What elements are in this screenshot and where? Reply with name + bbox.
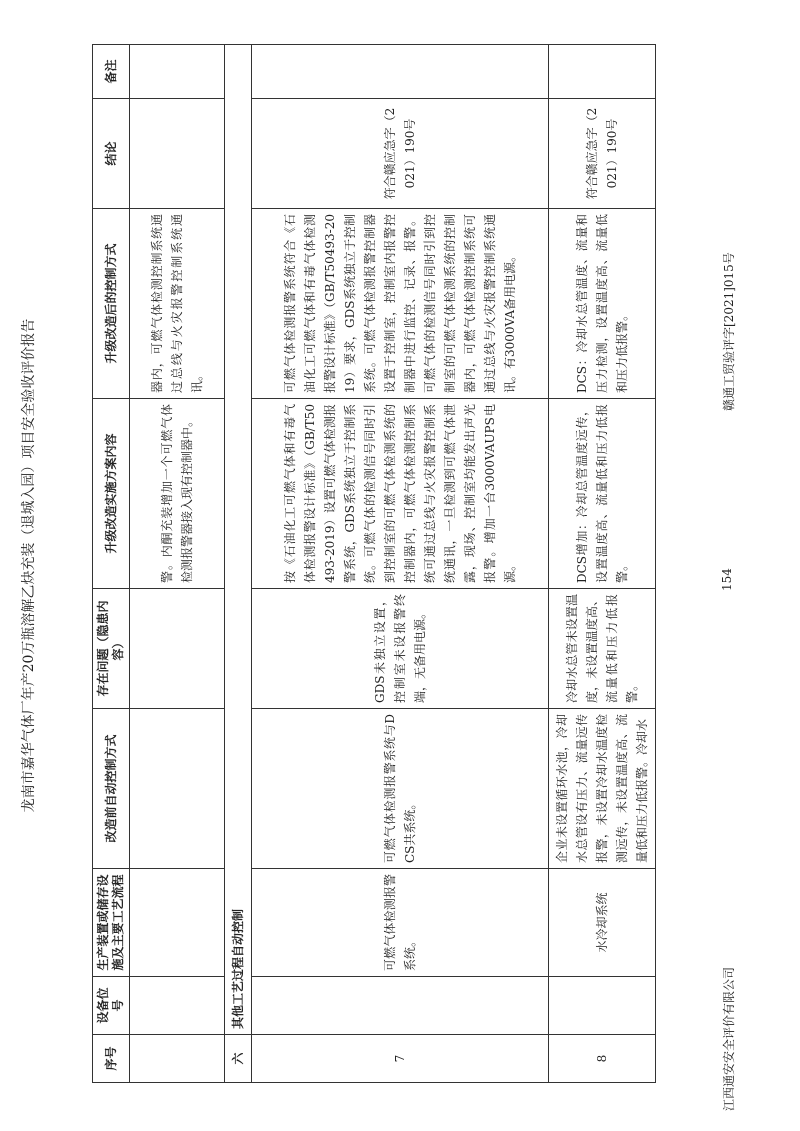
table-row-continuation: [130, 45, 225, 1083]
cell-process: 可燃气体检测报警系统。: [252, 869, 549, 977]
cell-issue: GDS未独立设置，控制室未设报警终端，无备用电源。: [252, 589, 549, 709]
col-header-no: 序号: [93, 1035, 130, 1083]
page-number: 154: [720, 568, 734, 591]
cell-issue: 冷却水总管未设置温度，未设置温度高、流量低和压力低报警。: [549, 589, 656, 709]
cell-conclusion: 符合赣应急字（2021）190号: [252, 99, 549, 209]
col-header-plan: 升级改造实施方案内容: [93, 399, 130, 589]
rectification-table: [92, 44, 656, 1083]
cell-remark: [252, 45, 549, 99]
section-title: 其他工艺过程自动控制: [225, 45, 252, 1035]
col-header-process: 生产装置或储存设施及主要工艺流程: [93, 869, 130, 977]
cell-tag: [252, 977, 549, 1035]
table-header-row: [93, 45, 130, 1083]
col-header-issue: 存在问题（隐患内容）: [93, 589, 130, 709]
section-number: 六: [225, 1035, 252, 1083]
cell-no: 8: [549, 1035, 656, 1083]
col-header-remark: 备注: [93, 45, 130, 99]
table-row: [252, 45, 549, 1083]
report-code: 赣通工贸验评字[2021]015号: [722, 252, 736, 411]
cell-after: 器内，可燃气体检测控制系统通过总线与火灾报警控制系统通讯。: [130, 209, 225, 399]
table-row: [549, 45, 656, 1083]
col-header-tag: 设备位号: [93, 977, 130, 1035]
section-row: [225, 45, 252, 1083]
cell-remark: [549, 45, 656, 99]
cell-conclusion: 符合赣应急字（2021）190号: [549, 99, 656, 209]
cell-after: 可燃气体检测报警系统符合《石油化工可燃气体和有毒气体检测报警设计标准》（GB/T50493-2019）要求，GDS系统独立于控制系统。可燃气体检测报警控制器设置于控制室，控制室内报警控制器中进行监控、记录、报警。可燃气体的检测信号同时引到控制室的可燃气体检测系统的控制器内，可燃气体检测控制系统可通过总线与火灾报警控制系统通讯。有3000VA备用电源。: [252, 209, 549, 399]
cell-plan: DCS增加：冷却总管温度远传，设置温度高、流量低和压力低报警。: [549, 399, 656, 589]
col-header-conclusion: 结论: [93, 99, 130, 209]
page-title: 龙南市嘉华气体厂年产20万瓶溶解乙炔充装（退城入园）项目安全验收评价报告: [21, 318, 37, 813]
cell-plan: 按《石油化工可燃气体和有毒气体检测报警设计标准》（GB/T50493-2019）设置可燃气体检测报警系统，GDS系统独立于控制系统。可燃气体的检测信号同时引到控制室的可燃气体检测系统的控制器内，可燃气体检测控制系统可通过总线与火灾报警控制系统通讯，一旦检测到可燃气体泄露，现场、控制室均能发出声光报警。增加一台3000VAUPS电源。: [252, 399, 549, 589]
cell-process: 水冷却系统: [549, 869, 656, 977]
cell-before: 企业未设置循环水池，冷却水总管设有压力、流量远传报警，未设置冷却水温度检测远传，未设置温度高、流量低和压力低报警。冷却水: [549, 709, 656, 869]
cell-after: DCS：冷却水总管温度、流量和压力检测，设置温度高、流量低和压力低报警。: [549, 209, 656, 399]
footer-company: 江西通安安全评价有限公司: [722, 966, 736, 1111]
cell-tag: [549, 977, 656, 1035]
cell-before: 可燃气体检测报警系统与DCS共系统。: [252, 709, 549, 869]
col-header-after: 升级改造后的控制方式: [93, 209, 130, 399]
cell-no: 7: [252, 1035, 549, 1083]
cell-plan: 警。内酮充装增加一个可燃气体检测报警器接入现有控制器中。: [130, 399, 225, 589]
col-header-before: 改造前自动控制方式: [93, 709, 130, 869]
